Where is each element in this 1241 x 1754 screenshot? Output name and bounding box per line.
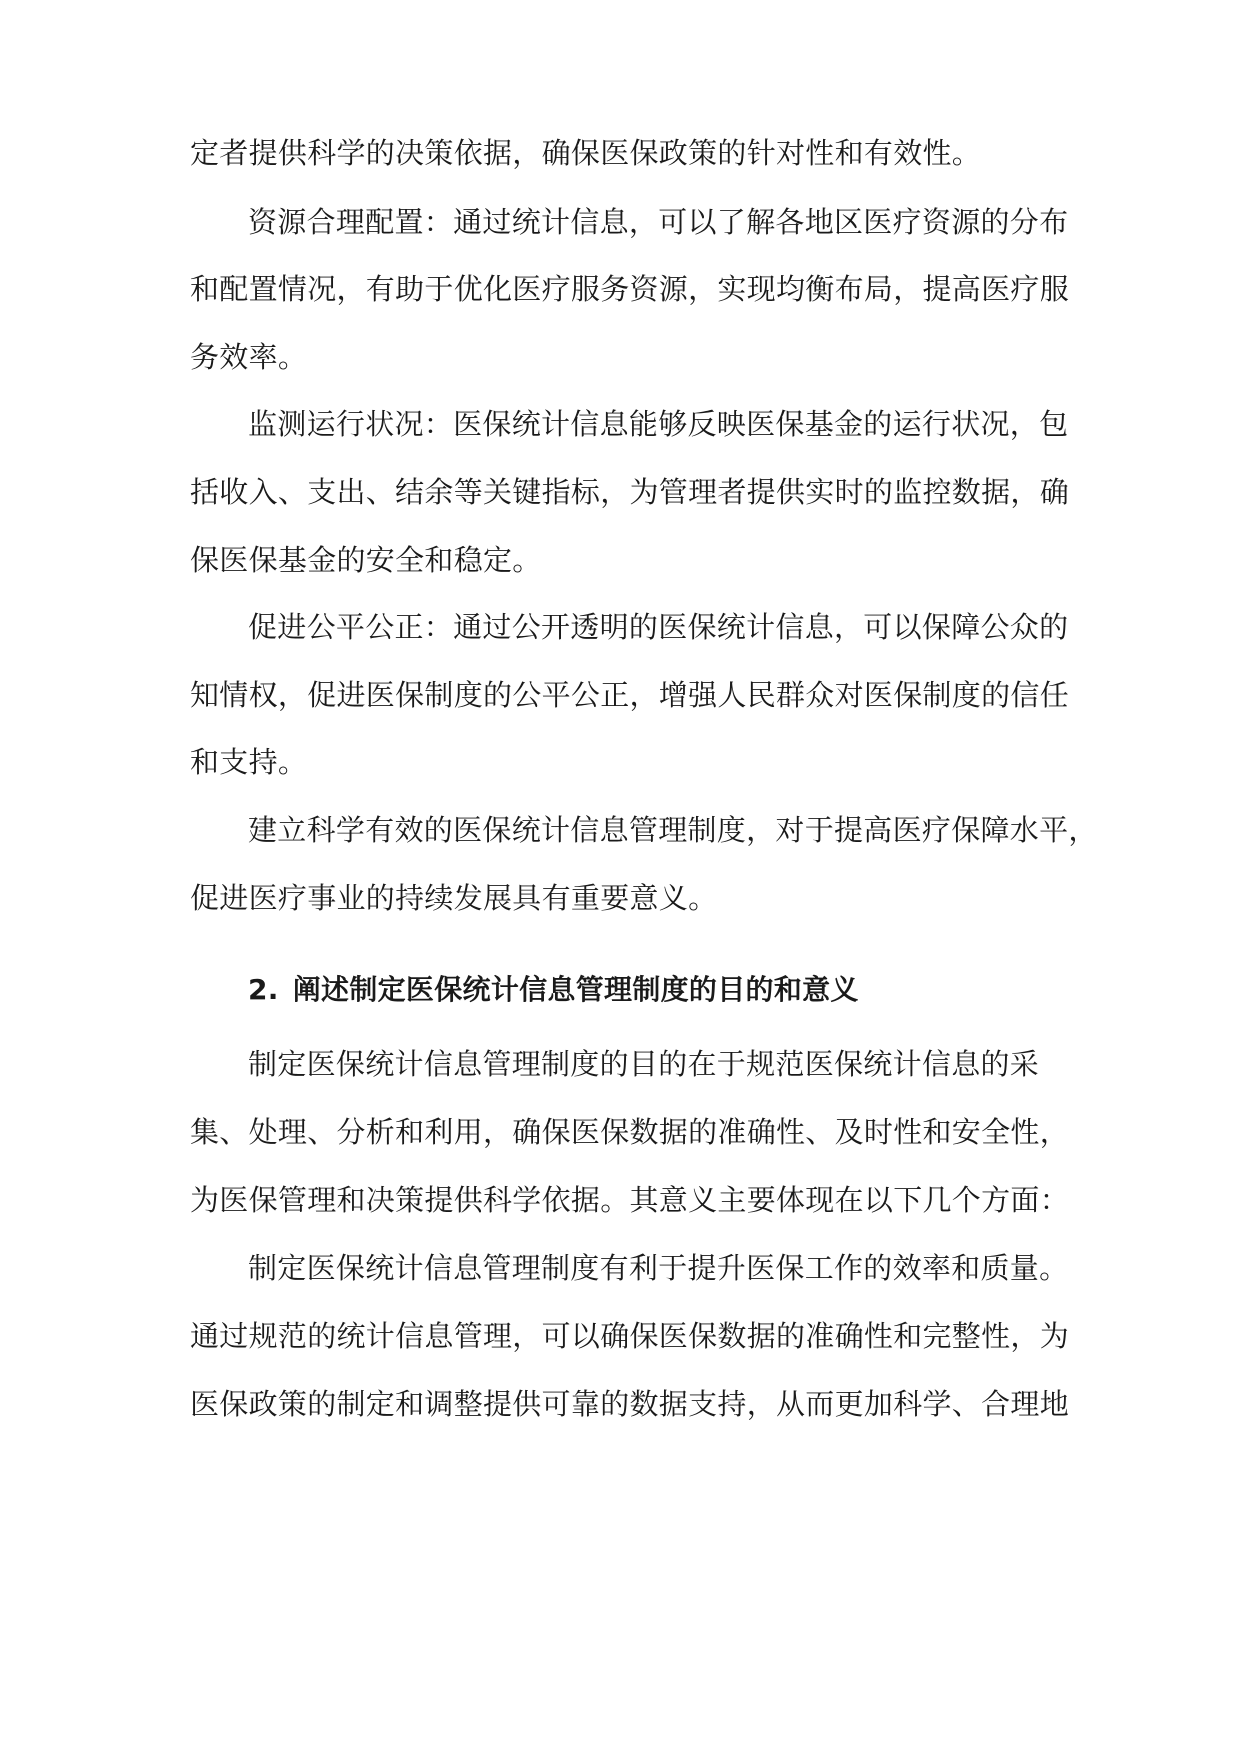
text-line: 促进公平公正：通过公开透明的医保统计信息，可以保障公众的 bbox=[248, 610, 1069, 644]
text-line: 制定医保统计信息管理制度有利于提升医保工作的效率和质量。 bbox=[248, 1251, 1069, 1285]
text-line: 医保政策的制定和调整提供可靠的数据支持，从而更加科学、合理地 bbox=[190, 1387, 1070, 1421]
text-line: 保医保基金的安全和稳定。 bbox=[190, 543, 542, 577]
text-line: 为医保管理和决策提供科学依据。其意义主要体现在以下几个方面： bbox=[190, 1183, 1070, 1217]
text-line: 括收入、支出、结余等关键指标，为管理者提供实时的监控数据，确 bbox=[190, 475, 1070, 509]
text-line: 通过规范的统计信息管理，可以确保医保数据的准确性和完整性，为 bbox=[190, 1319, 1070, 1353]
text-line: 资源合理配置：通过统计信息，可以了解各地区医疗资源的分布 bbox=[248, 205, 1069, 239]
text-line: 定者提供科学的决策依据，确保医保政策的针对性和有效性。 bbox=[190, 136, 982, 170]
text-line: 建立科学有效的医保统计信息管理制度，对于提高医疗保障水平， bbox=[248, 813, 1098, 847]
text-line: 监测运行状况：医保统计信息能够反映医保基金的运行状况，包 bbox=[248, 407, 1069, 441]
text-line: 务效率。 bbox=[190, 340, 308, 374]
text-line: 和支持。 bbox=[190, 745, 308, 779]
text-line: 促进医疗事业的持续发展具有重要意义。 bbox=[190, 881, 718, 915]
section-heading bbox=[248, 970, 1128, 1010]
text-line: 制定医保统计信息管理制度的目的在于规范医保统计信息的采 bbox=[248, 1047, 1040, 1081]
text-line: 集、处理、分析和利用，确保医保数据的准确性、及时性和安全性， bbox=[190, 1115, 1070, 1149]
text-line: 和配置情况，有助于优化医疗服务资源，实现均衡布局，提高医疗服 bbox=[190, 272, 1070, 306]
heading-number: 2. bbox=[248, 973, 279, 1006]
heading-text: 阐述制定医保统计信息管理制度的目的和意义 bbox=[292, 973, 859, 1006]
text-line: 知情权，促进医保制度的公平公正，增强人民群众对医保制度的信任 bbox=[190, 678, 1070, 712]
